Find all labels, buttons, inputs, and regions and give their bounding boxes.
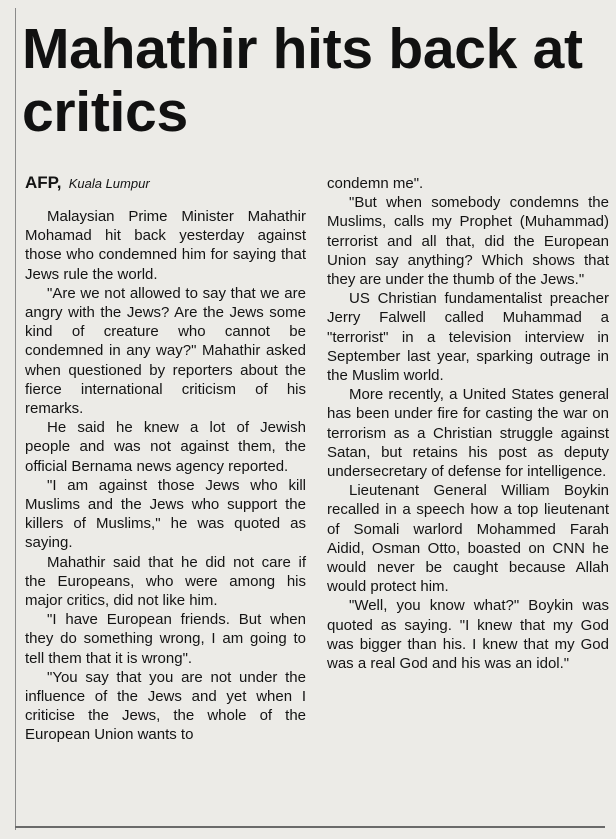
- paragraph: "I have European friends. But when they do something wrong, I am going to tell them that it is wrong".: [25, 611, 306, 667]
- bottom-border-rule: [15, 826, 605, 828]
- paragraph: "Are we not allowed to say that we are angry with the Jews? Are the Jews some kind of creature who cannot be condemned in any way?" Mahathir asked when questioned by reporters about the fierce international criticism of his remarks.: [25, 284, 306, 418]
- paragraph: Malaysian Prime Minister Mahathir Mohamad hit back yesterday against those who condemned him for saying that Jews rule the world.: [25, 208, 306, 283]
- paragraph: Mahathir said that he did not care if the Europeans, who were among his major critics, did not like him.: [25, 553, 306, 610]
- paragraph: He said he knew a lot of Jewish people and was not against them, the official Bernama news agency reported.: [25, 419, 306, 475]
- paragraph: "You say that you are not under the influence of the Jews and yet when I criticise the Jews, the whole of the European Union wants to: [25, 668, 306, 744]
- column-left: [25, 174, 306, 745]
- paragraph: Lieutenant General William Boykin recalled in a speech how a top lieutenant of Somali warlord Mohammed Farah Aidid, Osman Otto, boasted on CNN he would never be caught because Allah would protect him.: [327, 482, 609, 596]
- paragraph: US Christian fundamentalist preacher Jerry Falwell called Muhammad a "terrorist" in a television interview in September last year, sparking outrage in the Muslim world.: [327, 290, 609, 385]
- paragraph: More recently, a United States general has been under fire for casting the war on terrorism as a Christian struggle against Satan, but retains his post as deputy undersecretary of defense for intelligence.: [327, 386, 609, 481]
- column-right: [327, 174, 609, 673]
- byline-source: AFP,: [25, 173, 62, 192]
- paragraph: "But when somebody condemns the Muslims, calls my Prophet (Muhammad) terrorist and all that, did the European Union say anything? Which shows that they are under the thumb of the Jews.": [327, 194, 609, 289]
- byline-location: Kuala Lumpur: [68, 176, 150, 191]
- paragraph: "Well, you know what?" Boykin was quoted as saying. "I knew that my God was bigger than his. I knew that my God was a real God and his was an idol.": [327, 597, 609, 673]
- paragraph: "I am against those Jews who kill Muslims and the Jews who support the killers of Muslims," he was quoted as saying.: [25, 476, 306, 552]
- paragraph-continuation: condemn me".: [327, 175, 424, 192]
- left-border-rule: [15, 8, 16, 830]
- byline: [25, 174, 306, 193]
- headline: Mahathir hits back at critics: [22, 17, 583, 144]
